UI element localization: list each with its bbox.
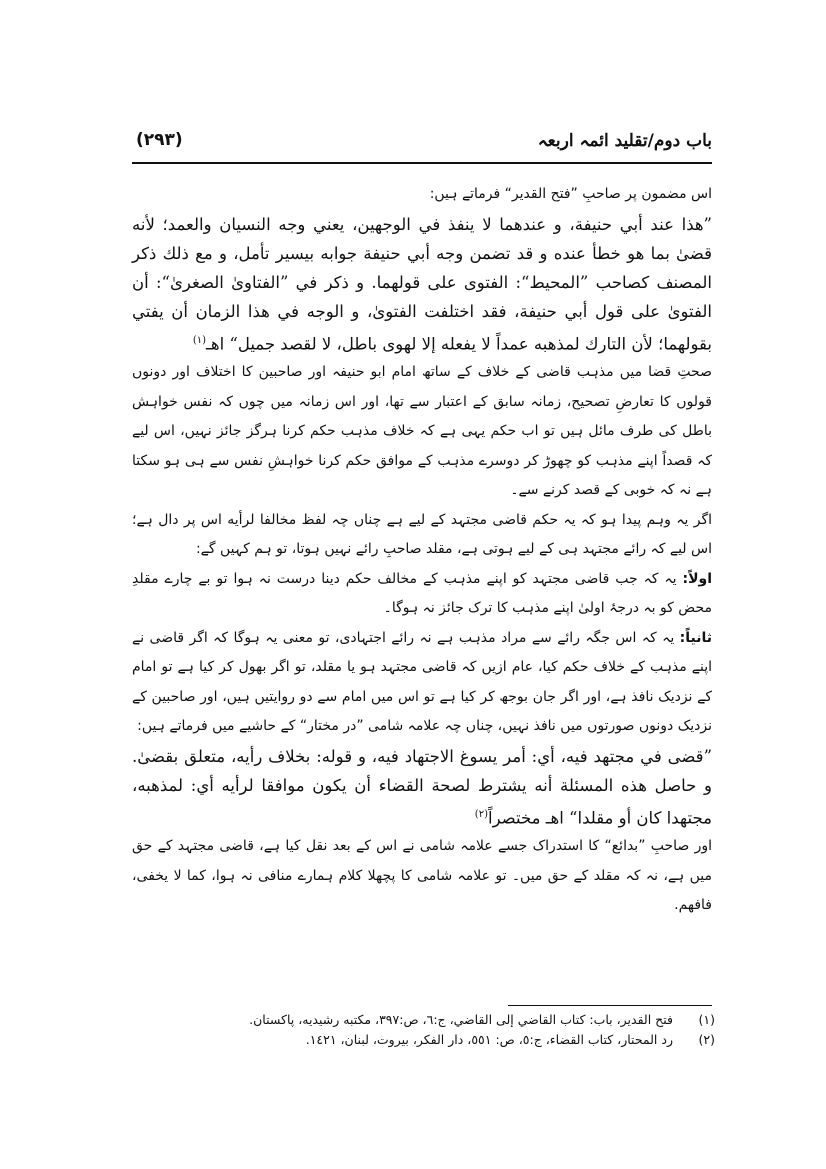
point-second	[132, 624, 712, 742]
page-header	[132, 128, 712, 162]
arabic-quote-shami	[132, 742, 712, 833]
footnote-2	[150, 1030, 715, 1050]
header-rule	[132, 162, 712, 164]
footnote-number: (۱)	[698, 1012, 715, 1027]
footnote-text: فتح القدير، باب: كتاب القاضي إلى القاضي، ج:٦، ص:٣٩٧، مكتبه رشيديه، پاكستان.	[249, 1012, 673, 1027]
arabic-quote-fath-al-qadir	[132, 210, 712, 359]
point-second-text: یہ کہ اس جگہ رائے سے مراد مذہب ہے نہ رائے اجتہادی، تو معنی یہ ہوگا کہ اگر قاضی نے اپنے مذہب کے خلاف حکم کیا، عام ازیں کہ قاضی مجتہد ہو یا مقلد، تو اگر بھول کر کیا ہے تو امام کے نزدیک نافذ ہے، اور اگر جان بوجھ کر کیا ہے تو اس میں امام سے دو روایتیں ہیں، اور صاحبین کے نزدیک دونوں صورتوں میں نافذ نہیں، چناں چہ علامہ شامی ”در مختار“ کے حاشیے میں فرماتے ہیں:	[132, 629, 712, 734]
page-number: (۲۹۳)	[136, 130, 183, 150]
quote-text: ”هذا عند أبي حنيفة، و عندهما لا ينفذ في الوجهين، يعني وجه النسيان والعمد؛ لأنه قضىٰ بما هو خطأ عنده و قد تضمن وجه أبي حنيفة جوابه بيسير تأمل، و مع ذلك ذكر المصنف كصاحب ”المحيط“: الفتوى على قولهما. و ذكر في ”الفتاوىٰ الصغرىٰ“: أن الفتوىٰ على قول أبي حنيفة، فقد اختلفت الفتوىٰ، و الوجه في هذا الزمان أن يفتي بقولهما؛ لأن التارك لمذهبه عمداً لا يفعله إلا لهوى باطل، لا لقصد جميل“ اهـ	[132, 214, 712, 353]
point-first	[132, 565, 712, 624]
footnote-1	[150, 1010, 715, 1030]
point-second-lead: ثانیاً:	[679, 629, 712, 646]
intro-line: اس مضمون پر صاحبِ ”فتح القدیر“ فرماتے ہیں:	[429, 186, 712, 202]
footnote-number: (۲)	[698, 1032, 715, 1047]
chapter-title: باب دوم/تقلید ائمہ اربعہ	[537, 131, 712, 151]
footnote-ref-1: (۱)	[192, 334, 207, 346]
footnote-rule	[508, 1005, 712, 1006]
point-first-lead: اولاً:	[682, 570, 712, 587]
quote-text: ”قضى في مجتهد فيه، أي: أمر يسوغ الاجتهاد فيه، و قوله: بخلاف رأيه، متعلق بقضىٰ. و حاصل هذه المسئلة أنه يشترط لصحة القضاء أن يكون موافقا لرأيه أي: لمذهبه، مجتهدا كان أو مقلدا“ اهـ مختصراً	[132, 746, 712, 827]
point-first-text: یہ کہ جب قاضی مجتہد کو اپنے مذہب کے مخالف حکم دینا درست نہ ہوا تو بے چارے مقلدِ محض کو بہ درجۂ اولیٰ اپنے مذہب کا ترک جائز نہ ہوگا۔	[132, 570, 712, 616]
main-text	[132, 180, 712, 921]
paragraph-3: اور صاحبِ ”بدائع“ کا استدراک جسے علامہ شامی نے اس کے بعد نقل کیا ہے، قاضی مجتہد کے حق میں ہے، نہ کہ مقلد کے حق میں۔ تو علامہ شامی کا پچھلا کلام ہمارے منافی نہ ہوا، کما لا يخفى، فافهم.	[132, 838, 712, 913]
paragraph-1: صحتِ قضا میں مذہب قاضی کے خلاف کے ساتھ امام ابو حنیفہ اور صاحبین کا اختلاف اور دونوں قولوں کا تعارضِ تصحیح، زمانہ سابق کے اعتبار سے تھا، اور اس زمانہ میں چوں کہ نفس خواہش باطل کی طرف مائل ہیں تو اب حکم یہی ہے کہ خلاف مذہب حکم کرنا ہرگز جائز نہیں، اس لیے کہ قصداً اپنے مذہب کو چھوڑ کر دوسرے مذہب کے موافق حکم کرنا خواہشِ نفس سے ہی ہو سکتا ہے نہ کہ خوبی کے قصد کرنے سے۔	[132, 364, 712, 498]
footnotes	[150, 1010, 715, 1050]
paragraph-2: اگر یہ وہم پیدا ہو کہ یہ حکم قاضی مجتہد کے لیے ہے چناں چہ لفظ مخالفا لرأيه اس پر دال ہے؛ اس لیے کہ رائے مجتہد ہی کے لیے ہوتی ہے، مقلد صاحبِ رائے نہیں ہوتا، تو ہم کہیں گے:	[132, 511, 712, 557]
footnote-text: رد المحتار، كتاب القضاء، ج:٥، ص: ٥٥١، دار الفكر، بيروت، لبنان، ١٤٢١.	[305, 1032, 673, 1047]
footnote-ref-2: (۲)	[474, 808, 488, 820]
